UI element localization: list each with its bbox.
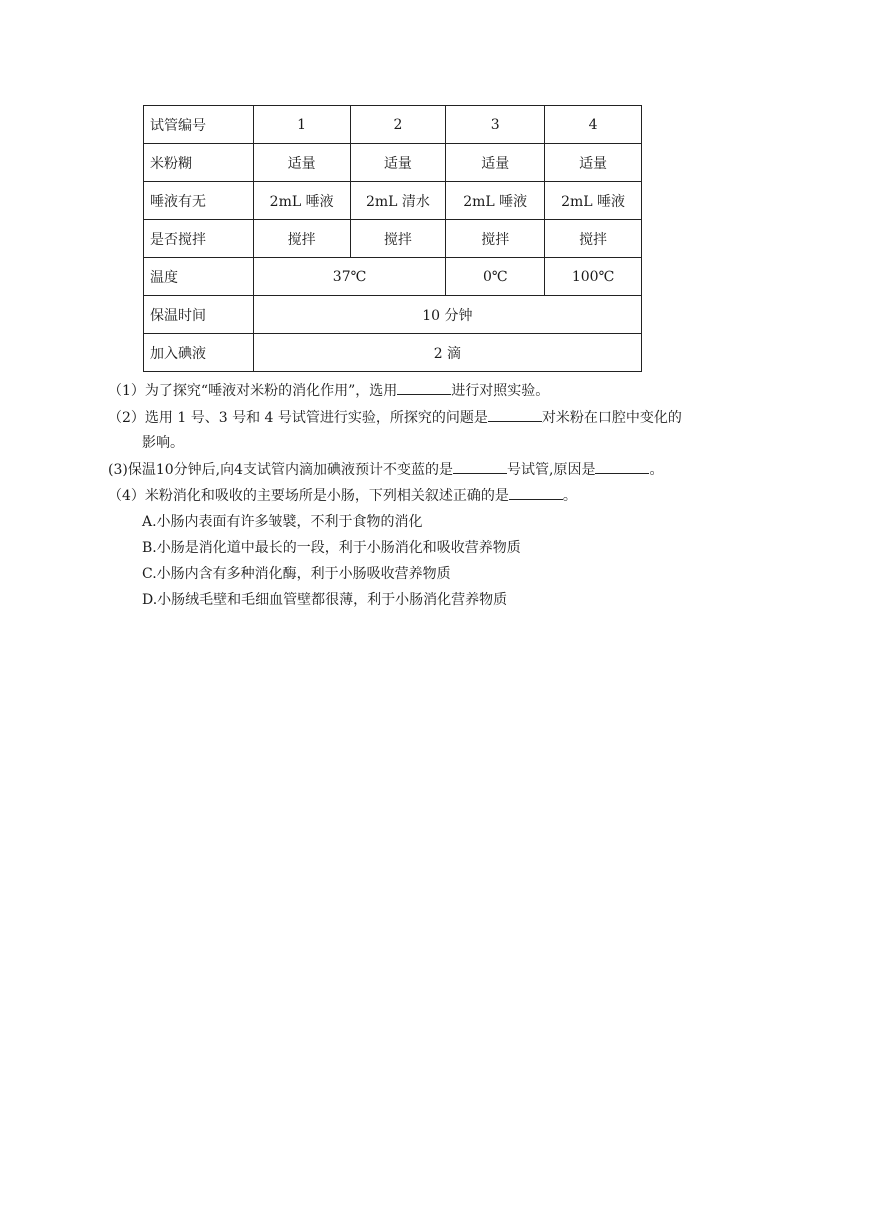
table-cell: 2mL 清水 (350, 182, 446, 220)
question-text: 影响。 (142, 435, 184, 451)
experiment-table (143, 105, 642, 372)
table-cell: 2mL 唾液 (253, 182, 350, 220)
table-cell: 搅拌 (253, 220, 350, 258)
table-cell: 3 (446, 106, 545, 144)
answer-blank[interactable] (488, 407, 542, 422)
table-cell: 4 (545, 106, 642, 144)
answer-blank[interactable] (397, 380, 451, 395)
row-label: 加入碘液 (144, 334, 254, 372)
question-text: （4）米粉消化和吸收的主要场所是小肠，下列相关叙述正确的是 (108, 488, 509, 504)
question-text: （1）为了探究“唾液对米粉的消化作用”，选用 (108, 383, 398, 399)
row-label: 保温时间 (144, 296, 254, 334)
option-d: D.小肠绒毛壁和毛细血管壁都很薄，利于小肠消化营养物质 (142, 592, 508, 608)
answer-blank[interactable] (453, 459, 507, 474)
question-2-continued (142, 433, 184, 453)
question-text: 。 (649, 462, 664, 478)
row-label: 是否搅拌 (144, 220, 254, 258)
table-cell: 搅拌 (446, 220, 545, 258)
option-a: A.小肠内表面有许多皱襞，不利于食物的消化 (142, 514, 423, 530)
option-b: B.小肠是消化道中最长的一段，利于小肠消化和吸收营养物质 (142, 540, 521, 556)
answer-blank[interactable] (509, 485, 563, 500)
table-row (144, 220, 642, 258)
table-cell: 搅拌 (545, 220, 642, 258)
table-row (144, 182, 642, 220)
table-cell: 2 (350, 106, 446, 144)
table-cell: 10 分钟 (253, 296, 641, 334)
table-cell: 搅拌 (350, 220, 446, 258)
table-cell: 适量 (253, 144, 350, 182)
question-4 (108, 485, 577, 506)
question-text: 。 (562, 488, 577, 504)
table-cell: 1 (253, 106, 350, 144)
table-row (144, 258, 642, 296)
question-text: 对米粉在口腔中变化的 (541, 410, 682, 426)
table-cell: 适量 (350, 144, 446, 182)
question-2 (108, 407, 682, 428)
table-cell: 0℃ (446, 258, 545, 296)
table-row (144, 106, 642, 144)
table-row (144, 296, 642, 334)
question-text: 号试管,原因是 (507, 462, 596, 478)
table-cell: 37℃ (253, 258, 446, 296)
answer-blank[interactable] (595, 459, 649, 474)
row-label: 米粉糊 (144, 144, 254, 182)
table-cell: 100℃ (545, 258, 642, 296)
table-row (144, 144, 642, 182)
question-text: 进行对照实验。 (451, 383, 550, 399)
table-cell: 2mL 唾液 (545, 182, 642, 220)
question-text: （2）选用 1 号、3 号和 4 号试管进行实验，所探究的问题是 (108, 410, 488, 426)
question-text: (3)保温10分钟后,向4支试管内滴加碘液预计不变蓝的是 (108, 462, 454, 478)
row-label: 唾液有无 (144, 182, 254, 220)
table-row (144, 334, 642, 372)
question-3 (108, 459, 663, 480)
table-cell: 2mL 唾液 (446, 182, 545, 220)
question-1 (108, 380, 549, 401)
row-label: 试管编号 (144, 106, 254, 144)
table-cell: 适量 (446, 144, 545, 182)
option-c: C.小肠内含有多种消化酶，利于小肠吸收营养物质 (142, 566, 451, 582)
table-cell: 适量 (545, 144, 642, 182)
table-cell: 2 滴 (253, 334, 641, 372)
row-label: 温度 (144, 258, 254, 296)
